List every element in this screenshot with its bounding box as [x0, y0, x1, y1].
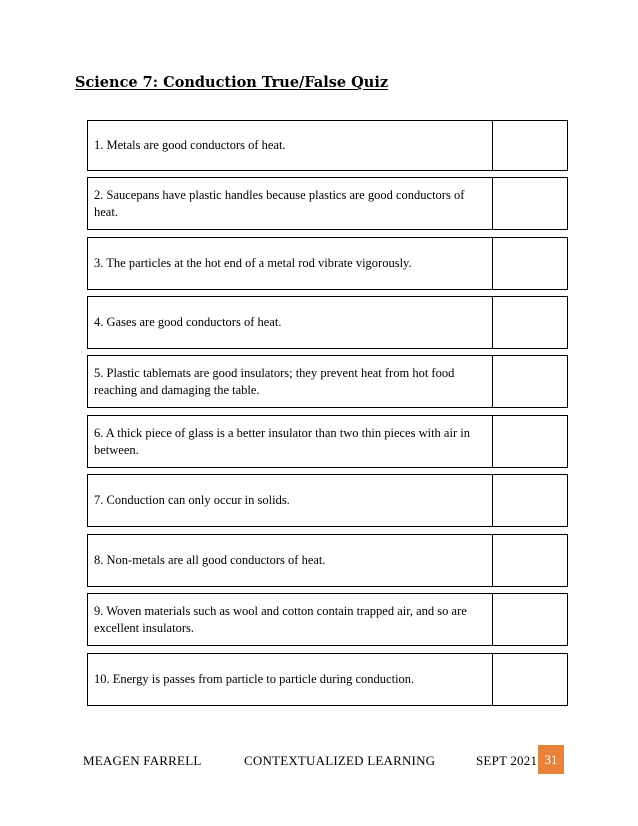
answer-box[interactable]: [492, 120, 568, 171]
quiz-row: [87, 177, 568, 230]
answer-box[interactable]: [492, 355, 568, 408]
answer-box[interactable]: [492, 296, 568, 349]
question-cell: [87, 653, 492, 706]
page-number-badge: 31: [538, 745, 564, 774]
answer-box[interactable]: [492, 653, 568, 706]
question-text: 8. Non-metals are all good conductors of heat.: [94, 553, 326, 567]
question-cell: [87, 237, 492, 290]
quiz-row: [87, 355, 568, 408]
question-text: 2. Saucepans have plastic handles because plastics are good conductors of heat.: [94, 187, 465, 219]
question-text: 6. A thick piece of glass is a better insulator than two thin pieces with air in between.: [94, 425, 470, 457]
question-text: 7. Conduction can only occur in solids.: [94, 493, 290, 507]
question-cell: [87, 120, 492, 171]
question-cell: [87, 534, 492, 587]
question-cell: [87, 177, 492, 230]
quiz-row: [87, 296, 568, 349]
quiz-row: [87, 534, 568, 587]
quiz-title: Science 7: Conduction True/False Quiz: [75, 74, 389, 91]
answer-box[interactable]: [492, 237, 568, 290]
question-text: 5. Plastic tablemats are good insulators; they prevent heat from hot food reaching and damaging the table.: [94, 365, 455, 397]
quiz-row: [87, 593, 568, 646]
question-text: 1. Metals are good conductors of heat.: [94, 138, 286, 152]
question-cell: [87, 355, 492, 408]
quiz-row: [87, 474, 568, 527]
quiz-row: [87, 237, 568, 290]
question-cell: [87, 593, 492, 646]
question-cell: [87, 474, 492, 527]
answer-box[interactable]: [492, 177, 568, 230]
answer-box[interactable]: [492, 593, 568, 646]
answer-box[interactable]: [492, 415, 568, 468]
footer-date: SEPT 2021: [476, 753, 538, 768]
question-cell: [87, 415, 492, 468]
question-text: 4. Gases are good conductors of heat.: [94, 315, 282, 329]
quiz-row: [87, 653, 568, 706]
quiz-row: [87, 120, 568, 171]
answer-box[interactable]: [492, 474, 568, 527]
footer-author: MEAGEN FARRELL: [83, 753, 202, 768]
question-text: 10. Energy is passes from particle to particle during conduction.: [94, 672, 415, 686]
question-cell: [87, 296, 492, 349]
answer-box[interactable]: [492, 534, 568, 587]
quiz-row: [87, 415, 568, 468]
question-text: 9. Woven materials such as wool and cotton contain trapped air, and so are excellent insulators.: [94, 603, 467, 635]
footer-course: CONTEXTUALIZED LEARNING: [244, 753, 436, 768]
question-text: 3. The particles at the hot end of a metal rod vibrate vigorously.: [94, 256, 412, 270]
